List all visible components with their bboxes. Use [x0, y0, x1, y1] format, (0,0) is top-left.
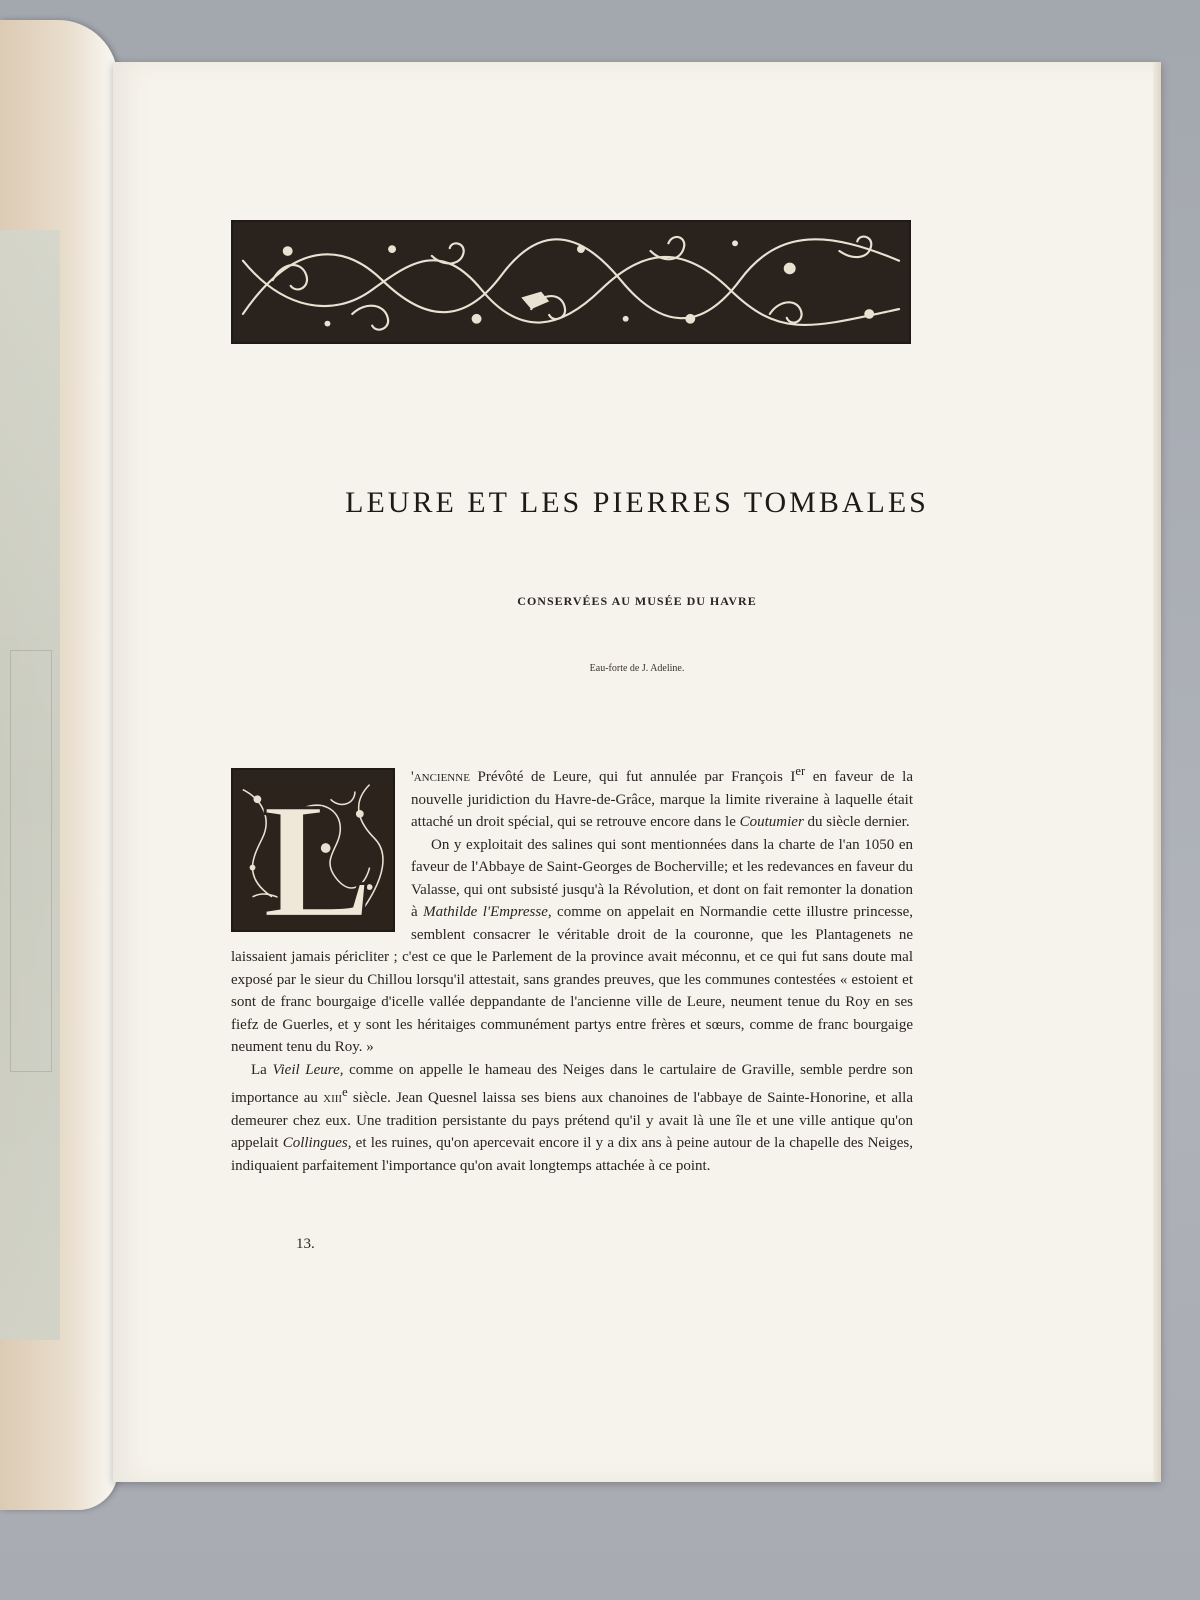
left-facing-page	[0, 20, 118, 1510]
page-edge	[1153, 62, 1161, 1482]
page-folio: 13.	[296, 1236, 315, 1252]
paragraph-2: On y exploitait des salines qui sont mentionnées dans la charte de l'an 1050 en faveur de l'Abbaye de Saint-Georges de Bocherville; et les redevances en faveur du Valasse, qui ont subsisté jusqu'à la Révolution, et dont on fait remonter la donation à Mathilde l'Empresse, comme on appelait en Normandie cette illustre princesse, semblent consacrer le véritable droit de la couronne, que les Plantagenets ne laissaient jamais péricliter ; c'est ce que le Parlement de la province avait méconnu, et ce qui fut sans doute mal exposé par le sieur du Chillou lorsqu'il attestait, sans grandes preuves, que les communes contestées « estoient et sont de franc bourgaige d'icelle vallée deppandante de l'ancienne ville de Leure, neument tenue du Roy en ses fiefz de Guerles, et y sont les héritaiges communément partys entre frères et sœurs, comme de franc bourgaige neument tenu du Roy. »	[231, 836, 913, 1055]
chapter-title: LEURE ET LES PIERRES TOMBALES	[345, 486, 929, 519]
left-page-plate-image	[0, 230, 60, 1340]
body-text	[231, 760, 913, 1177]
etching-credit: Eau-forte de J. Adeline.	[589, 663, 685, 674]
paragraph-3: La Vieil Leure, comme on appelle le hameau des Neiges dans le cartulaire de Graville, semble perdre son importance au xiii$^e$ siècle. Jean Quesnel laissa ses biens aux chanoines de l'abbaye de Sainte-Honorine, et alla demeurer chez eux. Une tradition persistante du pays prétend qu'il y avait là une île et une ville antique qu'on appelait Collingues, et les ruines, qu'on apercevait encore il y a dix ans à peine autour de la chapelle des Neiges, indiquaient parfaitement l'importance qu'on avait longtemps attachée à ce point.	[231, 1061, 914, 1174]
book-page	[113, 62, 1161, 1482]
ornamental-headpiece	[231, 220, 911, 344]
chapter-subtitle: CONSERVÉES AU MUSÉE DU HAVRE	[517, 594, 757, 608]
paragraph-1: 'ancienne Prévôté de Leure, qui fut annulée par François Ier en faveur de la nouvelle juridiction du Havre-de-Grâce, marque la limite riveraine à laquelle était attaché un droit spécial, qui se retrouve encore dans le Coutumier du siècle dernier.	[411, 764, 913, 830]
initial-letter-glyph: L	[262, 770, 373, 930]
